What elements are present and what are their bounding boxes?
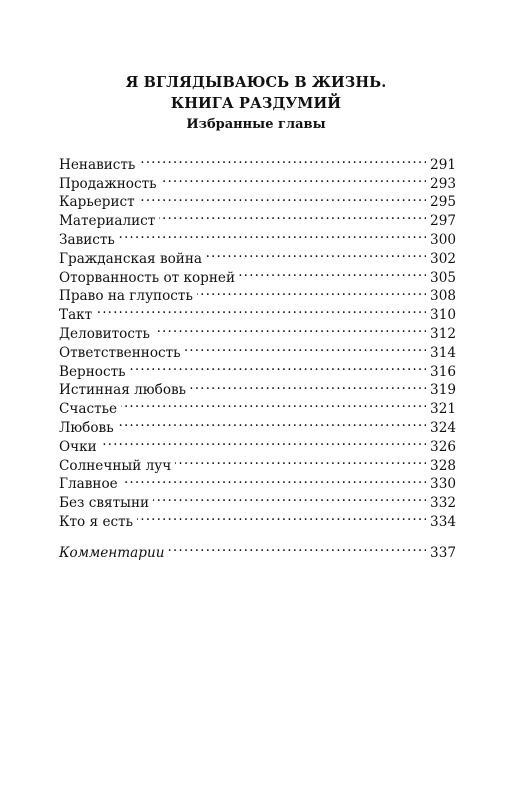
toc-entry xyxy=(59,488,456,512)
dot-leader xyxy=(197,282,426,301)
toc-entry-commentary xyxy=(59,538,456,562)
toc-entry-title: Без святыни xyxy=(59,495,150,512)
toc-entry-title: Деловитость xyxy=(59,325,150,342)
dot-leader xyxy=(239,263,426,282)
toc-entry-page: 293 xyxy=(430,175,456,192)
toc-entry-title: Ответственность xyxy=(59,344,181,361)
dot-leader xyxy=(161,169,427,188)
toc-entry-page: 324 xyxy=(430,419,456,436)
dot-leader xyxy=(159,206,426,225)
toc-entry-page: 305 xyxy=(430,269,456,286)
book-title-line1: Я ВГЛЯДЫВАЮСЬ В ЖИЗНЬ. xyxy=(125,74,387,91)
toc-entry xyxy=(59,413,456,436)
toc-entry-title: Любовь xyxy=(59,419,114,436)
toc-entry-page: 295 xyxy=(430,194,456,211)
toc-entry-page: 319 xyxy=(430,382,456,399)
toc-entry-page: 308 xyxy=(430,288,456,305)
toc-entry xyxy=(59,150,456,173)
dot-leader xyxy=(121,394,426,413)
toc-entry-title: Главное xyxy=(59,476,118,493)
toc-entry xyxy=(59,244,456,267)
dot-leader xyxy=(175,451,426,470)
toc-entry-title: Очки xyxy=(59,438,97,455)
toc-entry-page: 314 xyxy=(430,344,456,361)
toc-entry xyxy=(59,432,456,455)
toc-entry-title: Материалист xyxy=(59,213,156,230)
dot-leader xyxy=(190,376,426,395)
toc-entry-title: Карьерист xyxy=(59,194,135,211)
toc-entry xyxy=(59,319,456,342)
toc-entry-page: 312 xyxy=(430,325,456,342)
toc-entry-page: 316 xyxy=(430,363,456,380)
toc-entry-title: Кто я есть xyxy=(59,513,134,530)
toc-entry-page: 300 xyxy=(430,231,456,248)
toc-entry xyxy=(59,300,456,324)
toc-entry-page: 302 xyxy=(430,250,456,267)
toc-entry-page: 328 xyxy=(430,457,456,474)
toc-entry xyxy=(59,225,456,248)
toc-entry-page: 297 xyxy=(430,213,456,230)
dot-leader xyxy=(118,413,426,432)
toc-entry-page: 334 xyxy=(430,513,456,530)
dot-leader xyxy=(96,300,426,319)
toc-entry-title: Истинная любовь xyxy=(59,382,187,399)
dot-leader xyxy=(101,432,426,451)
toc-entry-title: Оторванность от корней xyxy=(59,269,236,286)
toc-entry-page: 291 xyxy=(430,156,456,173)
dot-leader xyxy=(153,488,426,507)
toc-entry-page: 330 xyxy=(430,476,456,493)
dot-leader xyxy=(122,470,426,489)
toc-entry-title: Верность xyxy=(59,363,126,380)
dot-leader xyxy=(185,338,426,357)
toc-entry-page: 337 xyxy=(430,545,456,562)
table-of-contents xyxy=(59,150,456,562)
toc-entry-page: 321 xyxy=(430,401,456,418)
toc-entry-page: 326 xyxy=(430,438,456,455)
dot-leader xyxy=(137,507,426,526)
dot-leader xyxy=(130,357,426,376)
toc-entry-page: 310 xyxy=(430,307,456,324)
dot-leader xyxy=(168,538,426,557)
dot-leader xyxy=(206,244,426,263)
toc-entry-title: Комментарии xyxy=(59,545,165,562)
dot-leader xyxy=(119,225,426,244)
toc-entry-title: Ненависть xyxy=(59,156,136,173)
dot-leader xyxy=(139,150,426,169)
toc-entry-title: Зависть xyxy=(59,231,115,248)
toc-entry-page: 332 xyxy=(430,495,456,512)
toc-entry-title: Продажность xyxy=(59,175,157,192)
dot-leader xyxy=(154,319,426,338)
toc-entry-title: Такт xyxy=(59,307,93,324)
toc-entry-title: Солнечный луч xyxy=(59,457,172,474)
book-title-line2: КНИГА РАЗДУМИЙ xyxy=(170,95,342,112)
toc-entry xyxy=(59,451,456,474)
toc-entry-title: Право на глупость xyxy=(59,288,193,305)
toc-entry-title: Гражданская война xyxy=(59,250,203,267)
toc-entry-title: Счастье xyxy=(59,401,118,418)
dot-leader xyxy=(139,188,426,207)
book-subtitle: Избранные главы xyxy=(186,117,326,132)
